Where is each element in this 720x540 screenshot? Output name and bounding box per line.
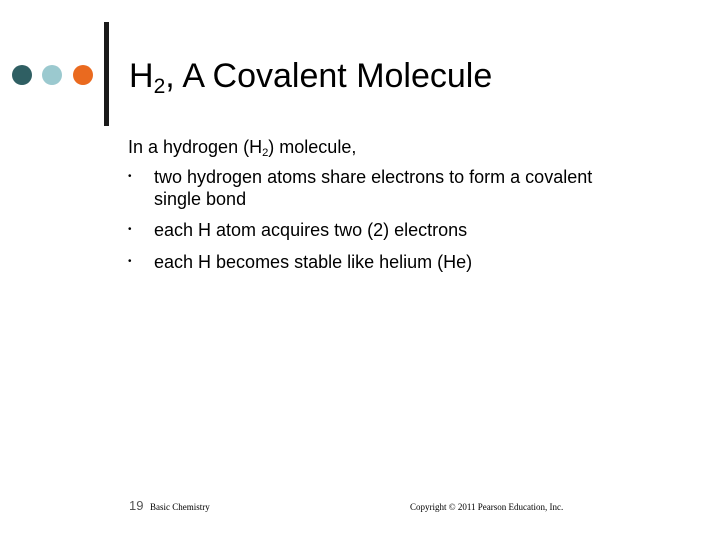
title-subscript: 2 bbox=[153, 74, 166, 98]
title-suffix: , A Covalent Molecule bbox=[165, 57, 493, 95]
intro-suffix: ) molecule, bbox=[268, 137, 357, 157]
bullet-marker: • bbox=[128, 256, 132, 267]
bullet-text: each H becomes stable like helium (He) bbox=[154, 252, 473, 272]
title-divider-bar bbox=[104, 22, 109, 126]
bullet-text: each H atom acquires two (2) electrons bbox=[154, 220, 468, 240]
bullet-marker: • bbox=[128, 224, 132, 235]
intro-prefix: In a hydrogen (H bbox=[128, 137, 263, 157]
intro-line bbox=[128, 136, 356, 158]
slide-title bbox=[129, 56, 492, 96]
decorative-dot-orange bbox=[73, 65, 93, 85]
bullet-marker: • bbox=[128, 171, 132, 182]
page-number: 19 bbox=[129, 498, 144, 513]
decorative-dot-light bbox=[42, 65, 62, 85]
title-prefix: H bbox=[129, 57, 154, 95]
footer-copyright: Copyright © 2011 Pearson Education, Inc. bbox=[410, 502, 564, 512]
bullet-text: two hydrogen atoms share electrons to form a covalent single bond bbox=[154, 167, 593, 209]
footer-course: Basic Chemistry bbox=[150, 502, 210, 512]
decorative-dot-dark bbox=[12, 65, 32, 85]
intro-subscript: 2 bbox=[262, 147, 269, 160]
